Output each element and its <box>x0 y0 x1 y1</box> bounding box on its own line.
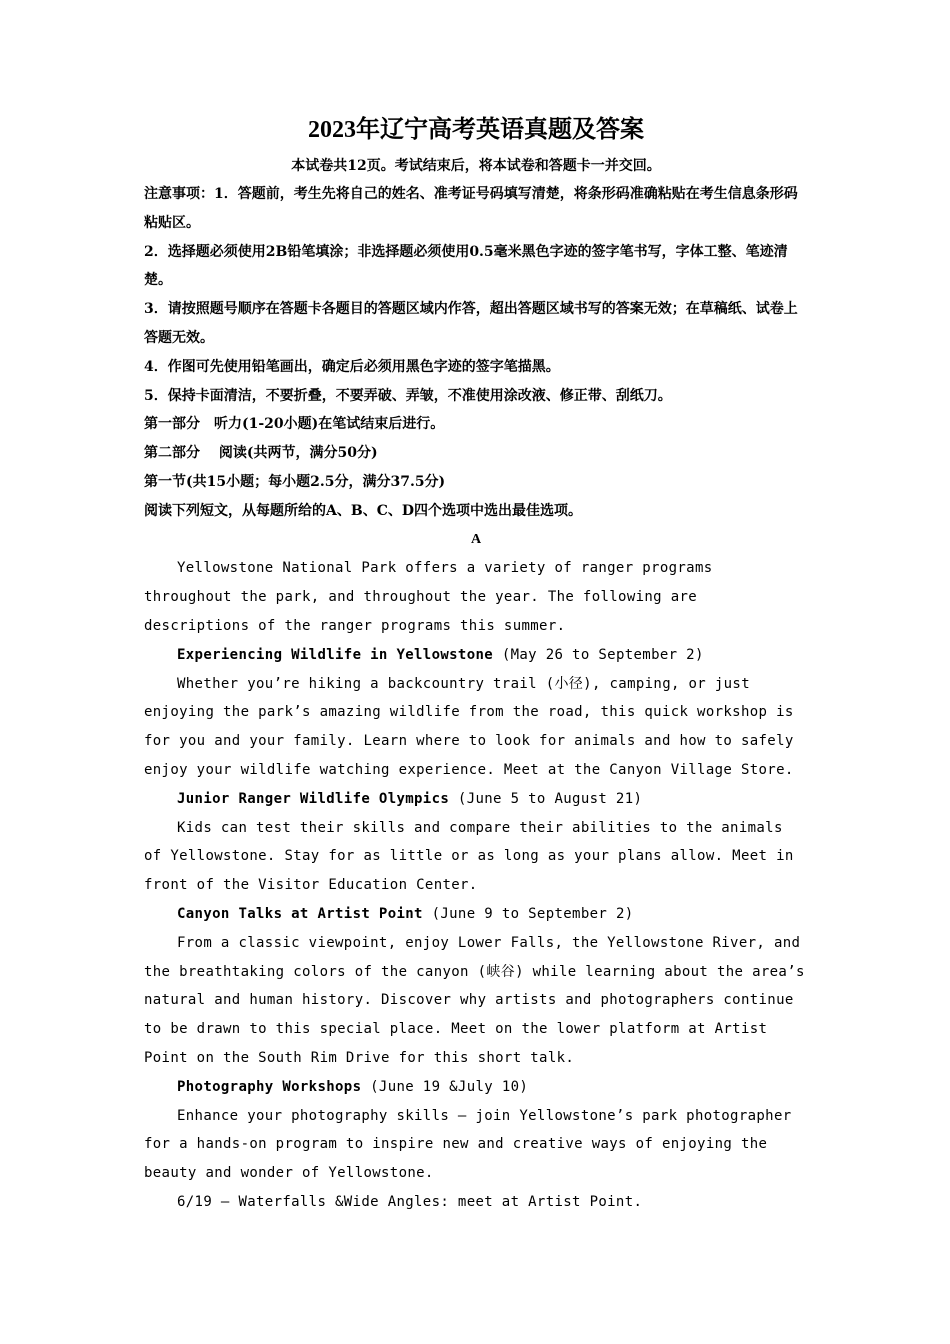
program-heading <box>144 900 808 929</box>
notice-item: 注意事项：1．答题前，考生先将自己的姓名、准考证号码填写清楚，将条形码准确粘贴在考生信息条形码粘贴区。 <box>144 186 798 231</box>
passage-intro: Yellowstone National Park offers a variety of ranger programs throughout the park, and throughout the year. The following are descriptions of the ranger programs this summer. <box>144 560 713 634</box>
program-heading <box>144 1073 808 1102</box>
passage-label: A <box>470 531 482 547</box>
program-description: Kids can test their skills and compare their abilities to the animals of Yellowstone. Stay for as little or as long as your plans allow. Meet in front of the Visitor Education Center. <box>144 819 794 894</box>
program-description: Enhance your photography skills — join Yellowstone’s park photographer for a hands-on program to inspire new and creative ways of enjoying the beauty and wonder of Yellowstone. <box>144 1107 792 1182</box>
section-one-heading: 第一节(共15小题；每小题2.5分，满分37.5分) <box>144 473 446 490</box>
part-two-heading: 第二部分 阅读(共两节，满分50分) <box>144 445 378 462</box>
reading-instruction: 阅读下列短文，从每题所给的A、B、C、D四个选项中选出最佳选项。 <box>144 502 582 519</box>
program-dates: (May 26 to September 2) <box>493 646 704 663</box>
program-dates: (June 5 to August 21) <box>449 790 643 807</box>
program-heading <box>144 641 808 670</box>
program-dates: (June 19 &July 10) <box>361 1078 529 1095</box>
schedule-line: 6/19 — Waterfalls &Wide Angles: meet at Artist Point. <box>177 1193 643 1210</box>
program-title: Experiencing Wildlife in Yellowstone <box>177 646 494 663</box>
program-title: Photography Workshops <box>177 1078 362 1095</box>
program-description: Whether you’re hiking a backcountry trail (小径), camping, or just enjoying the park’s amazing wildlife from the road, this quick workshop is for you and your family. Learn where to look for animals and how to safely enjoy your wildlife watching experience. Meet at the Canyon Village Store. <box>144 675 794 778</box>
notice-item: 5．保持卡面清洁，不要折叠，不要弄破、弄皱，不准使用涂改液、修正带、刮纸刀。 <box>144 387 672 404</box>
program-heading <box>144 785 808 814</box>
program-title: Canyon Talks at Artist Point <box>177 905 423 922</box>
notice-item: 4．作图可先使用铅笔画出，确定后必须用黑色字迹的签字笔描黑。 <box>144 358 560 375</box>
exam-subtitle: 本试卷共12页。考试结束后，将本试卷和答题卡一并交回。 <box>291 158 661 174</box>
program-title: Junior Ranger Wildlife Olympics <box>177 790 450 807</box>
document-page <box>144 112 808 1217</box>
notice-list <box>144 180 808 526</box>
program-dates: (June 9 to September 2) <box>422 905 634 922</box>
part-one-heading: 第一部分 听力(1-20小题)在笔试结束后进行。 <box>144 416 445 433</box>
page-title: 2023年辽宁高考英语真题及答案 <box>308 117 644 143</box>
program-description: From a classic viewpoint, enjoy Lower Falls, the Yellowstone River, and the breathtaking colors of the canyon (峡谷) while learning about the area’s natural and human history. Discover why artists and photographers continue to be drawn to this special place. Meet on the lower platform at Artist Point on the South Rim Drive for this short talk. <box>144 934 805 1066</box>
notice-item: 3．请按照题号顺序在答题卡各题目的答题区域内作答，超出答题区域书写的答案无效；在草稿纸、试卷上答题无效。 <box>144 301 798 346</box>
notice-item: 2．选择题必须使用2B铅笔填涂；非选择题必须使用0.5毫米黑色字迹的签字笔书写，字体工整、笔迹清楚。 <box>144 243 788 289</box>
